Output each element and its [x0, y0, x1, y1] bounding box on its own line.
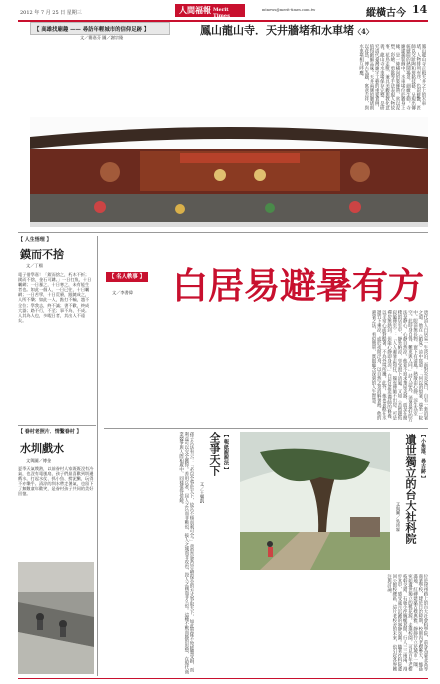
- main-article-byline: 文／李書偉: [112, 290, 133, 295]
- column-feature-body: 孫子兵法有云：「必以全爭於天下，故兵不頓而利可全。」意思是要以完整保全的方式爭取天下，如此軍隊不致疲憊受損，而利益可以完全獲得。善用兵者，屈人之兵而非戰也，拔人之城而非攻也，毀人之國而非久也。這種不戰而勝的思想，在現代商業競爭與人際相處中，同樣值得借鏡。: [178, 432, 194, 674]
- sidebar-rule: [18, 425, 96, 426]
- sidebar1-body: 電子借學嘉！「鍥而捨之，朽木不折；鍥而不捨，金石可鏤。」一日打魚，十日曬網；一日暴之，十日寒之，未有能生者也。如此一個人，一日已往，十日曬網；一日苦學，十日荒廢，跟隨成之，人所不樂；如此一人，點打不輸，越不全位；學我志，終不滅；書不歡，終成大器；路不行，不至；事不為，不成。人其為人也，多暇日者，其出人不遠矣。: [18, 272, 92, 323]
- column-feature-title: 全爭天下: [208, 432, 221, 476]
- mid-rule: [104, 428, 428, 429]
- sidebar1-byline: 文／丁榴: [26, 263, 43, 268]
- sidebar1-label: 【 人生悟理 】: [18, 237, 52, 243]
- campus-trees-illustration: [240, 432, 390, 570]
- footer-rule: [18, 678, 428, 679]
- logo-text: 人間福報: [179, 5, 211, 15]
- sidebar2-byline: 文與圖／傅金: [26, 458, 52, 463]
- column-feature-head: [198, 432, 232, 552]
- column-feature-byline: 文／王樂凱: [200, 482, 205, 503]
- page-number: 14: [412, 3, 428, 16]
- sidebar2-body: 夏季天氣燠熱，以前眷村人家既既沒有冷氣，也沒有電風扇，孩子們最喜歡到圳邊戲水，打起水仗、抓小魚、撈泥鰍，玩得不亦樂乎。清涼的圳水帶走暑氣，也留下了無數童年歡笑，是眷村孩子共同的美好回憶。: [18, 466, 94, 497]
- temple-story-label: 【 小角落．尋古跡 】: [420, 432, 426, 481]
- contact-email: mtnews@merit-times.com.tw: [262, 8, 316, 12]
- temple-story-byline: 文與圖／吳沛霖: [396, 502, 401, 532]
- sidebar1-title: 鏌而不捨: [20, 248, 64, 261]
- main-article-title: 白居易避暑有方: [172, 265, 425, 307]
- top-feature-title: [200, 22, 373, 38]
- campus-photo: [240, 432, 390, 570]
- main-article-body: 唐代詩人白居易一生淡泊，面對炎炎夏日，自有一套消暑之道。他在〈銷夏〉詩中寫道：「何以消煩暑，端坐一院中。眼前無長物，窗下有清風。熱散由心靜，涼生為室空。此時身自得，難更與人同。」詩人認為，消暑最好的方法是靜心，心靜自然涼。他並不追求華屋美器，而是在簡樸的居室中，靜坐納涼，享受窗下清風。又如〈苦熱題恆寂師禪室〉：「人人避暑走如狂，獨有禪師不出房。可是禪房無熱到，但能心靜即身涼。」白居易推崇禪師的修養，以平常心面對酷暑，不為外境所擾。此外，他也喜歡在水邊竹下乘涼，或於夜間泛舟，以自然之景消解暑熱。他的避暑之法，看似簡單，實則蘊含深刻的人生智慧。: [370, 310, 428, 423]
- temple-story-head: [394, 432, 428, 572]
- series-label-box: [30, 22, 170, 35]
- temple-relief-photo: [30, 117, 428, 227]
- temple-relief-illustration: [30, 117, 428, 227]
- issue-date: 2012 年 7 月 25 日 星期三: [20, 10, 82, 16]
- canal-photo: [18, 562, 94, 674]
- canal-children-illustration: [18, 562, 94, 674]
- title-main: 鳳山龍山寺．天井牆堵和水車堵: [200, 24, 354, 37]
- top-feature-body: 鳳山龍山寺正殿天井之上的水車堵，人物排列有序，色彩鮮艷，匠師以交趾陶和剪黏技藝，呈現出傳統戲曲的熱鬧場景，細緻生動。寺廟建築裝飾中，水車堵位於牆身上緣，是一條橫向的裝飾帶，常以泥塑、彩繪、剪黏等手法表現人物故事、花鳥走獸，兼具美觀與教化意義。龍山寺水車堵保存完整，是研究清代臺灣廟宇工藝的重要實例，值得細細品味。天井兩側的牆堵則以花鳥、博古為題，寓意吉祥，與水車堵相互呼應。: [358, 44, 426, 110]
- temple-story-title: 遺世獨立的台大社科院: [404, 434, 417, 544]
- title-part: 〈4〉: [354, 27, 373, 36]
- section-rule: [18, 232, 428, 233]
- logo-subtitle: Merit Times: [213, 7, 230, 19]
- sidebar2-title: 水圳戲水: [20, 442, 64, 455]
- sidebar-divider: [97, 236, 98, 676]
- main-article-label: 【 名人軼事 】: [106, 272, 148, 282]
- sidebar2-label: 【 眷村老照片．情繫眷村 】: [18, 429, 82, 435]
- series-label: 【 高雄找廟趣 —— 尋訪年輕城市的信仰足跡 】: [34, 27, 150, 33]
- section-title: 縱橫古今: [366, 8, 406, 19]
- top-byline: 文／簡嘉芬 圖／謝宗隆: [80, 35, 124, 40]
- masthead-logo: [175, 4, 245, 17]
- temple-story-body: 位於徐州路上的台大社會科學院，前身為臺北高等商業學校，建於日治時期，校園內老樹參天，綠蔭滿地，紅磚建築古樸典雅，靜靜佇立於城市一隅，宛如遺世獨立的桃花源。走進校園，可見百年老樹枝幹交錯，石板小徑蜿蜒其間，行人三三兩兩，漫步其中，感受歲月沉澱的寧靜氛圍。隨著社科院遷回公館校總區，這片老校舍的未來，也引起各界關注與討論。: [386, 574, 428, 671]
- column-feature-label: 【 報紙說說法 】: [223, 432, 229, 473]
